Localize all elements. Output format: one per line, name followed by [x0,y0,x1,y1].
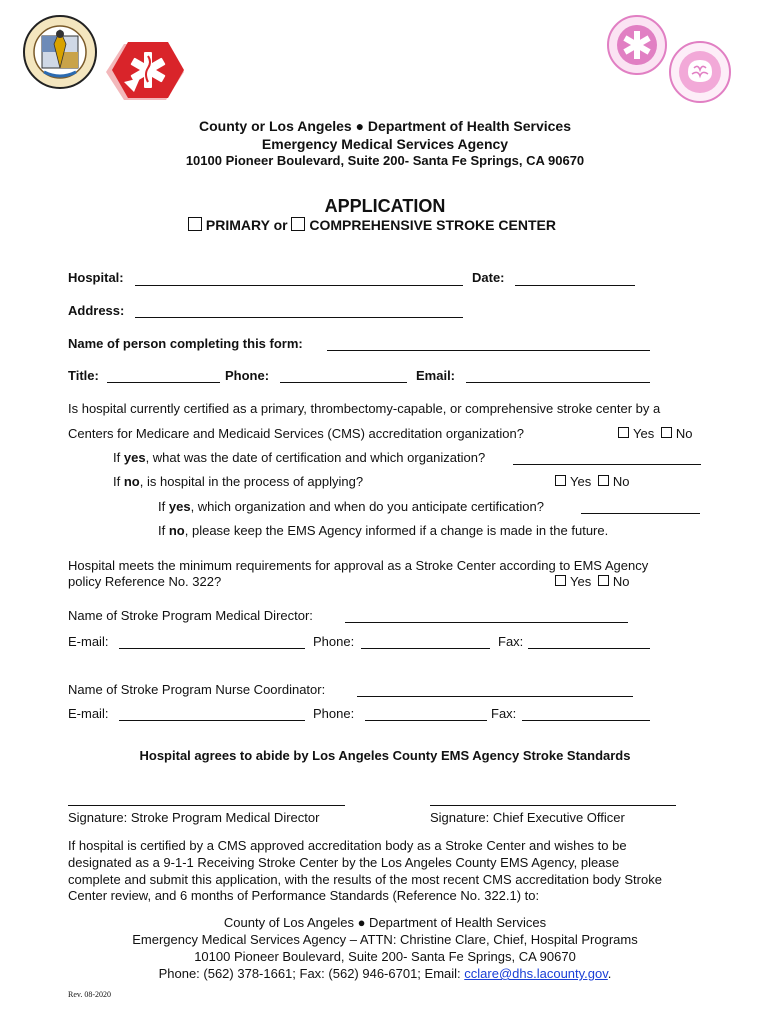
instructions-line-2: designated as a 9-1-1 Receiving Stroke Center by the Los Angeles County EMS Agency, please [68,855,620,870]
nurse-phone-field[interactable] [365,720,487,721]
date-field[interactable] [515,285,635,286]
q1a-text: If yes, what was the date of certification and which organization? [113,450,486,465]
nurse-fax-field[interactable] [522,720,650,721]
header-line-1: County or Los Angeles ● Department of Health Services [198,118,572,134]
q1b-text: If no, is hospital in the process of applying? [113,474,364,489]
q1-yes-checkbox[interactable] [618,427,629,438]
header-line-2: Emergency Medical Services Agency [261,136,509,152]
q2-no-checkbox[interactable] [598,575,609,586]
comprehensive-label: COMPREHENSIVE STROKE CENTER [309,217,556,233]
q1b-no-label: No [612,474,630,489]
title-field[interactable] [107,382,220,383]
q1-no-checkbox[interactable] [661,427,672,438]
hospital-label: Hospital: [68,270,124,285]
q1c-text: If yes, which organization and when do you anticipate certification? [158,499,544,514]
director-phone-field[interactable] [361,648,490,649]
date-label: Date: [472,270,505,285]
q1b-yes-label: Yes [570,474,592,489]
nurse-email-label: E-mail: [68,706,109,721]
footer-contact-text: Phone: (562) 378-1661; Fax: (562) 946-6701; Email: [158,966,461,981]
county-seal-logo [22,14,98,90]
title-label: Title: [68,368,99,383]
instructions-line-1: If hospital is certified by a CMS approved accreditation body as a Stroke Center and wishes to be [68,838,627,853]
comprehensive-checkbox[interactable] [291,217,305,231]
q2-line-1: Hospital meets the minimum requirements for approval as a Stroke Center according to EMS Agency [68,558,649,573]
email-label: Email: [416,368,456,383]
address-label: Address: [68,303,125,318]
person-label: Name of person completing this form: [68,336,303,351]
address-field[interactable] [135,317,463,318]
footer-line-2: Emergency Medical Services Agency – ATTN: Christine Clare, Chief, Hospital Programs [132,932,638,947]
q2-options [555,574,629,589]
primary-checkbox[interactable] [188,217,202,231]
signature-ceo-line[interactable] [430,805,676,806]
director-email-label: E-mail: [68,634,109,649]
footer-line-1: County of Los Angeles ● Department of Health Services [223,915,547,930]
q1-line-1: Is hospital currently certified as a primary, thrombectomy-capable, or comprehensive stroke center by a [68,401,661,416]
email-field[interactable] [466,382,650,383]
q1-no-label: No [675,426,693,441]
q1b-yes-checkbox[interactable] [555,475,566,486]
director-phone-label: Phone: [313,634,355,649]
brain-stamp-logo [668,40,732,104]
q2-yes-label: Yes [570,574,592,589]
page-title: APPLICATION [324,196,446,216]
footer-email-link[interactable]: cclare@dhs.lacounty.gov [464,966,608,981]
hospital-field[interactable] [135,285,463,286]
q2-line-2: policy Reference No. 322? [68,574,222,589]
q1d-text: If no, please keep the EMS Agency informed if a change is made in the future. [158,523,609,538]
director-fax-field[interactable] [528,648,650,649]
footer-line-4: Phone: (562) 378-1661; Fax: (562) 946-6701; Email: cclare@dhs.lacounty.gov. [158,966,612,981]
header-line-3: 10100 Pioneer Boulevard, Suite 200- Santa Fe Springs, CA 90670 [185,153,585,168]
phone-label: Phone: [225,368,270,383]
q1-line-2: Centers for Medicare and Medicaid Services (CMS) accreditation organization? [68,426,524,441]
signature-ceo-label: Signature: Chief Executive Officer [430,810,625,825]
nurse-fax-label: Fax: [491,706,517,721]
q1b-no-checkbox[interactable] [598,475,609,486]
director-email-field[interactable] [119,648,305,649]
person-field[interactable] [327,350,650,351]
director-name-field[interactable] [345,622,628,623]
q1-yes-label: Yes [633,426,655,441]
q1b-options [555,474,629,489]
ems-star-of-life-logo [104,38,186,106]
instructions-line-3: complete and submit this application, with the results of the most recent CMS accreditation body Stroke [68,872,662,887]
q2-no-label: No [612,574,630,589]
primary-label: PRIMARY or [205,217,288,233]
revision-label: Rev. 08-2020 [68,990,112,999]
center-type-row [188,217,556,233]
footer-line-3: 10100 Pioneer Boulevard, Suite 200- Santa Fe Springs, CA 90670 [194,949,576,964]
instructions-line-4: Center review, and 6 months of Performance Standards (Reference No. 322.1) to: [68,888,540,903]
stroke-center-stamp-logo [606,14,668,76]
nurse-name-field[interactable] [357,696,633,697]
nurse-phone-label: Phone: [313,706,355,721]
director-fax-label: Fax: [498,634,524,649]
q1a-field[interactable] [513,464,701,465]
signature-director-label: Signature: Stroke Program Medical Director [68,810,320,825]
nurse-name-label: Name of Stroke Program Nurse Coordinator: [68,682,326,697]
director-name-label: Name of Stroke Program Medical Director: [68,608,313,623]
q1c-field[interactable] [581,513,700,514]
q1-options [618,426,692,441]
phone-field[interactable] [280,382,407,383]
nurse-email-field[interactable] [119,720,305,721]
agreement-statement: Hospital agrees to abide by Los Angeles County EMS Agency Stroke Standards [139,748,631,763]
signature-director-line[interactable] [68,805,345,806]
q2-yes-checkbox[interactable] [555,575,566,586]
